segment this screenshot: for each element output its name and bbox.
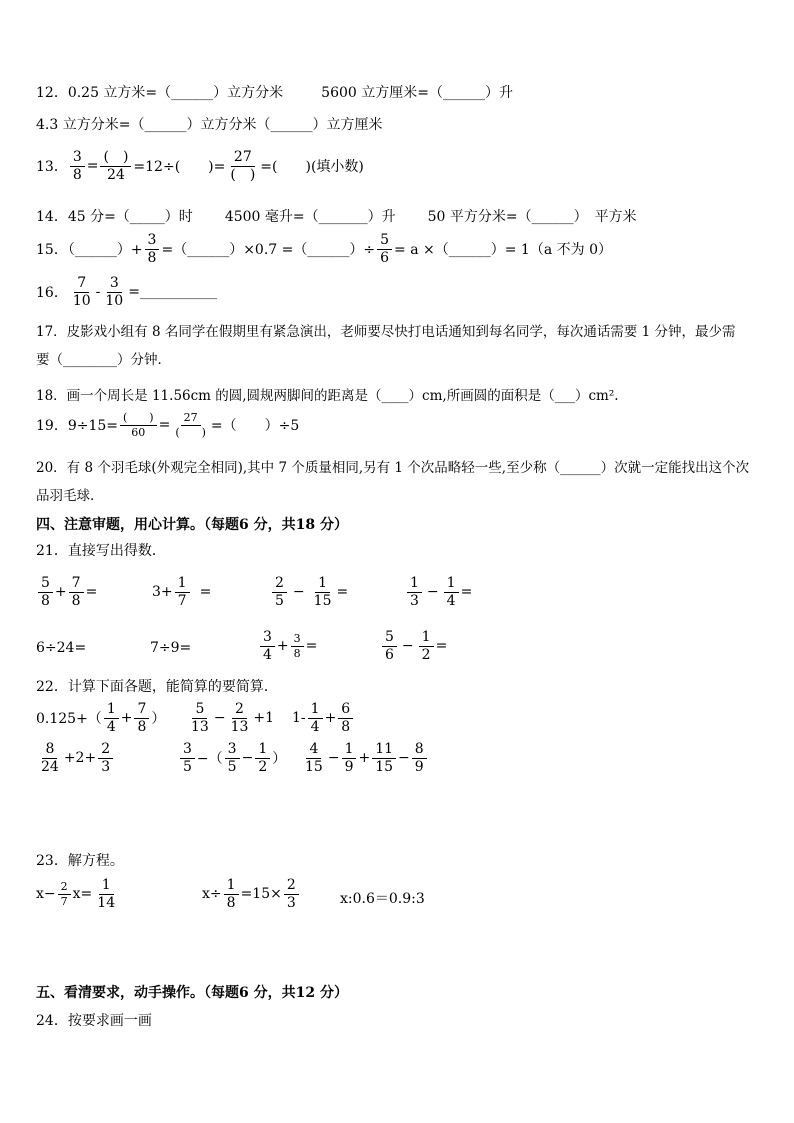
q22-expr-4: $\frac{8}{24}$ +2+ $\frac{2}{3}$ (36, 742, 115, 774)
q23-equation-2: x÷ $\frac{1}{8}$ =15× $\frac{2}{3}$ (202, 878, 301, 910)
q14-line (36, 206, 758, 226)
q21-title: 21．直接写出得数． (36, 543, 166, 559)
q21-expr-5: 6÷24= (36, 640, 87, 656)
q16-line: 16． $\frac{7}{10}$ - $\frac{3}{10}$ =___________ (36, 275, 217, 309)
q13-fraction-3: $\frac{27}{( )}$ (230, 149, 256, 183)
q15-fraction-2: $\frac{5}{6}$ (377, 233, 392, 265)
q24-title: 24．按要求画一画 (36, 1013, 152, 1029)
q19-fraction-2: $\frac{27}{( )}$ (175, 411, 206, 439)
q21-expr-3: $\frac{2}{5}$ − $\frac{1}{15}$ = (270, 576, 348, 608)
q19-fraction-1: $\frac{( )}{60}$ (120, 412, 157, 438)
q12-part-c: 4.3 立方分米=（______）立方分米（______）立方厘米 (36, 117, 383, 133)
q16-fraction-2: $\frac{3}{10}$ (105, 275, 124, 309)
q13-line: 13． $\frac{3}{8}$ = $\frac{( )}{24}$ =12÷( )= $\frac{27}{( )}$ =( )(填小数) (36, 149, 364, 183)
q13-fraction-1: $\frac{3}{8}$ (70, 150, 85, 182)
q12-part-b: 5600 立方厘米=（______）升 (321, 85, 513, 101)
q12-part-a: 12．0.25 立方米=（______）立方分米 (36, 85, 284, 101)
q12-line1 (36, 82, 758, 102)
q22-expr-2: $\frac{5}{13}$ − $\frac{2}{13}$ +1 (191, 701, 275, 735)
q18-line: 18．画一个周长是 11.56cm 的圆,圆规两脚间的距离是（____）cm,所画圆的面积是（___）cm². (36, 388, 619, 404)
q21-expr-7: $\frac{3}{4}$ + $\frac{3}{8}$ = (258, 630, 317, 662)
q14-part-b: 4500 毫升=（_______）升 (224, 209, 396, 225)
q21-expr-2: 3+ $\frac{1}{7}$ = (152, 575, 212, 609)
q13-fraction-2: $\frac{( )}{24}$ (100, 150, 131, 182)
q22-title: 22．计算下面各题，能简算的要简算． (36, 679, 278, 695)
q23-equation-1: x− $\frac{2}{7}$ x= $\frac{1}{14}$ (36, 877, 116, 911)
q23-equation-3: x:0.6＝0.9:3 (340, 891, 425, 907)
q21-expr-4: $\frac{1}{3}$ − $\frac{1}{4}$ = (405, 576, 472, 608)
q16-fraction-1: $\frac{7}{10}$ (72, 275, 91, 309)
q13-number: 13． (36, 159, 68, 176)
q21-expr-6: 7÷9= (150, 640, 192, 656)
q19-line: 19．9÷15= $\frac{( )}{60}$ = $\frac{27}{( )}$ =（ ）÷5 (36, 411, 300, 439)
q12-line2 (36, 114, 758, 134)
q20-question: 20．有 8 个羽毛球(外观完全相同),其中 7 个质量相同,另有 1 个次品略轻一些,至少称（______）次就一定能找出这个次 品羽毛球． (36, 460, 750, 504)
q22-expr-3: 1- $\frac{1}{4}$ + $\frac{6}{8}$ (292, 702, 355, 734)
q17-question: 17．皮影戏小组有 8 名同学在假期里有紧急演出，老师要尽快打电话通知到每名同学，每次通话需要 1 分钟，最少需 要（________）分钟． (36, 324, 736, 368)
q22-expr-6: $\frac{4}{15}$ − $\frac{1}{9}$ + $\frac{11}{15}$ − $\frac{8}{9}$ (300, 742, 429, 774)
section-5-heading: 五、看清要求，动手操作。（每题6 分，共12 分） (36, 985, 348, 1001)
section-4-heading: 四、注意审题，用心计算。（每题6 分，共18 分） (36, 517, 348, 533)
q21-expr-1: $\frac{5}{8}$ + $\frac{7}{8}$ = (36, 576, 97, 608)
q22-expr-1: 0.125+（ $\frac{1}{4}$ + $\frac{7}{8}$ ） (36, 701, 166, 735)
q14-part-a: 14．45 分=（_____）时 (36, 209, 193, 225)
q15-line: 15．（______）+ $\frac{3}{8}$ =（______）×0.7 =（______）÷ $\frac{5}{6}$ = a ×（______）= 1（a 不为 0） (36, 232, 612, 266)
q15-fraction-1: $\frac{3}{8}$ (145, 233, 160, 265)
q21-expr-8: $\frac{5}{6}$ − $\frac{1}{2}$ = (380, 630, 447, 662)
q22-expr-5: $\frac{3}{5}$ −（ $\frac{3}{5}$ − $\frac{1}{2}$ ） (178, 742, 286, 774)
q23-title: 23．解方程。 (36, 853, 124, 869)
q14-part-c: 50 平方分米=（______） 平方米 (427, 209, 637, 225)
